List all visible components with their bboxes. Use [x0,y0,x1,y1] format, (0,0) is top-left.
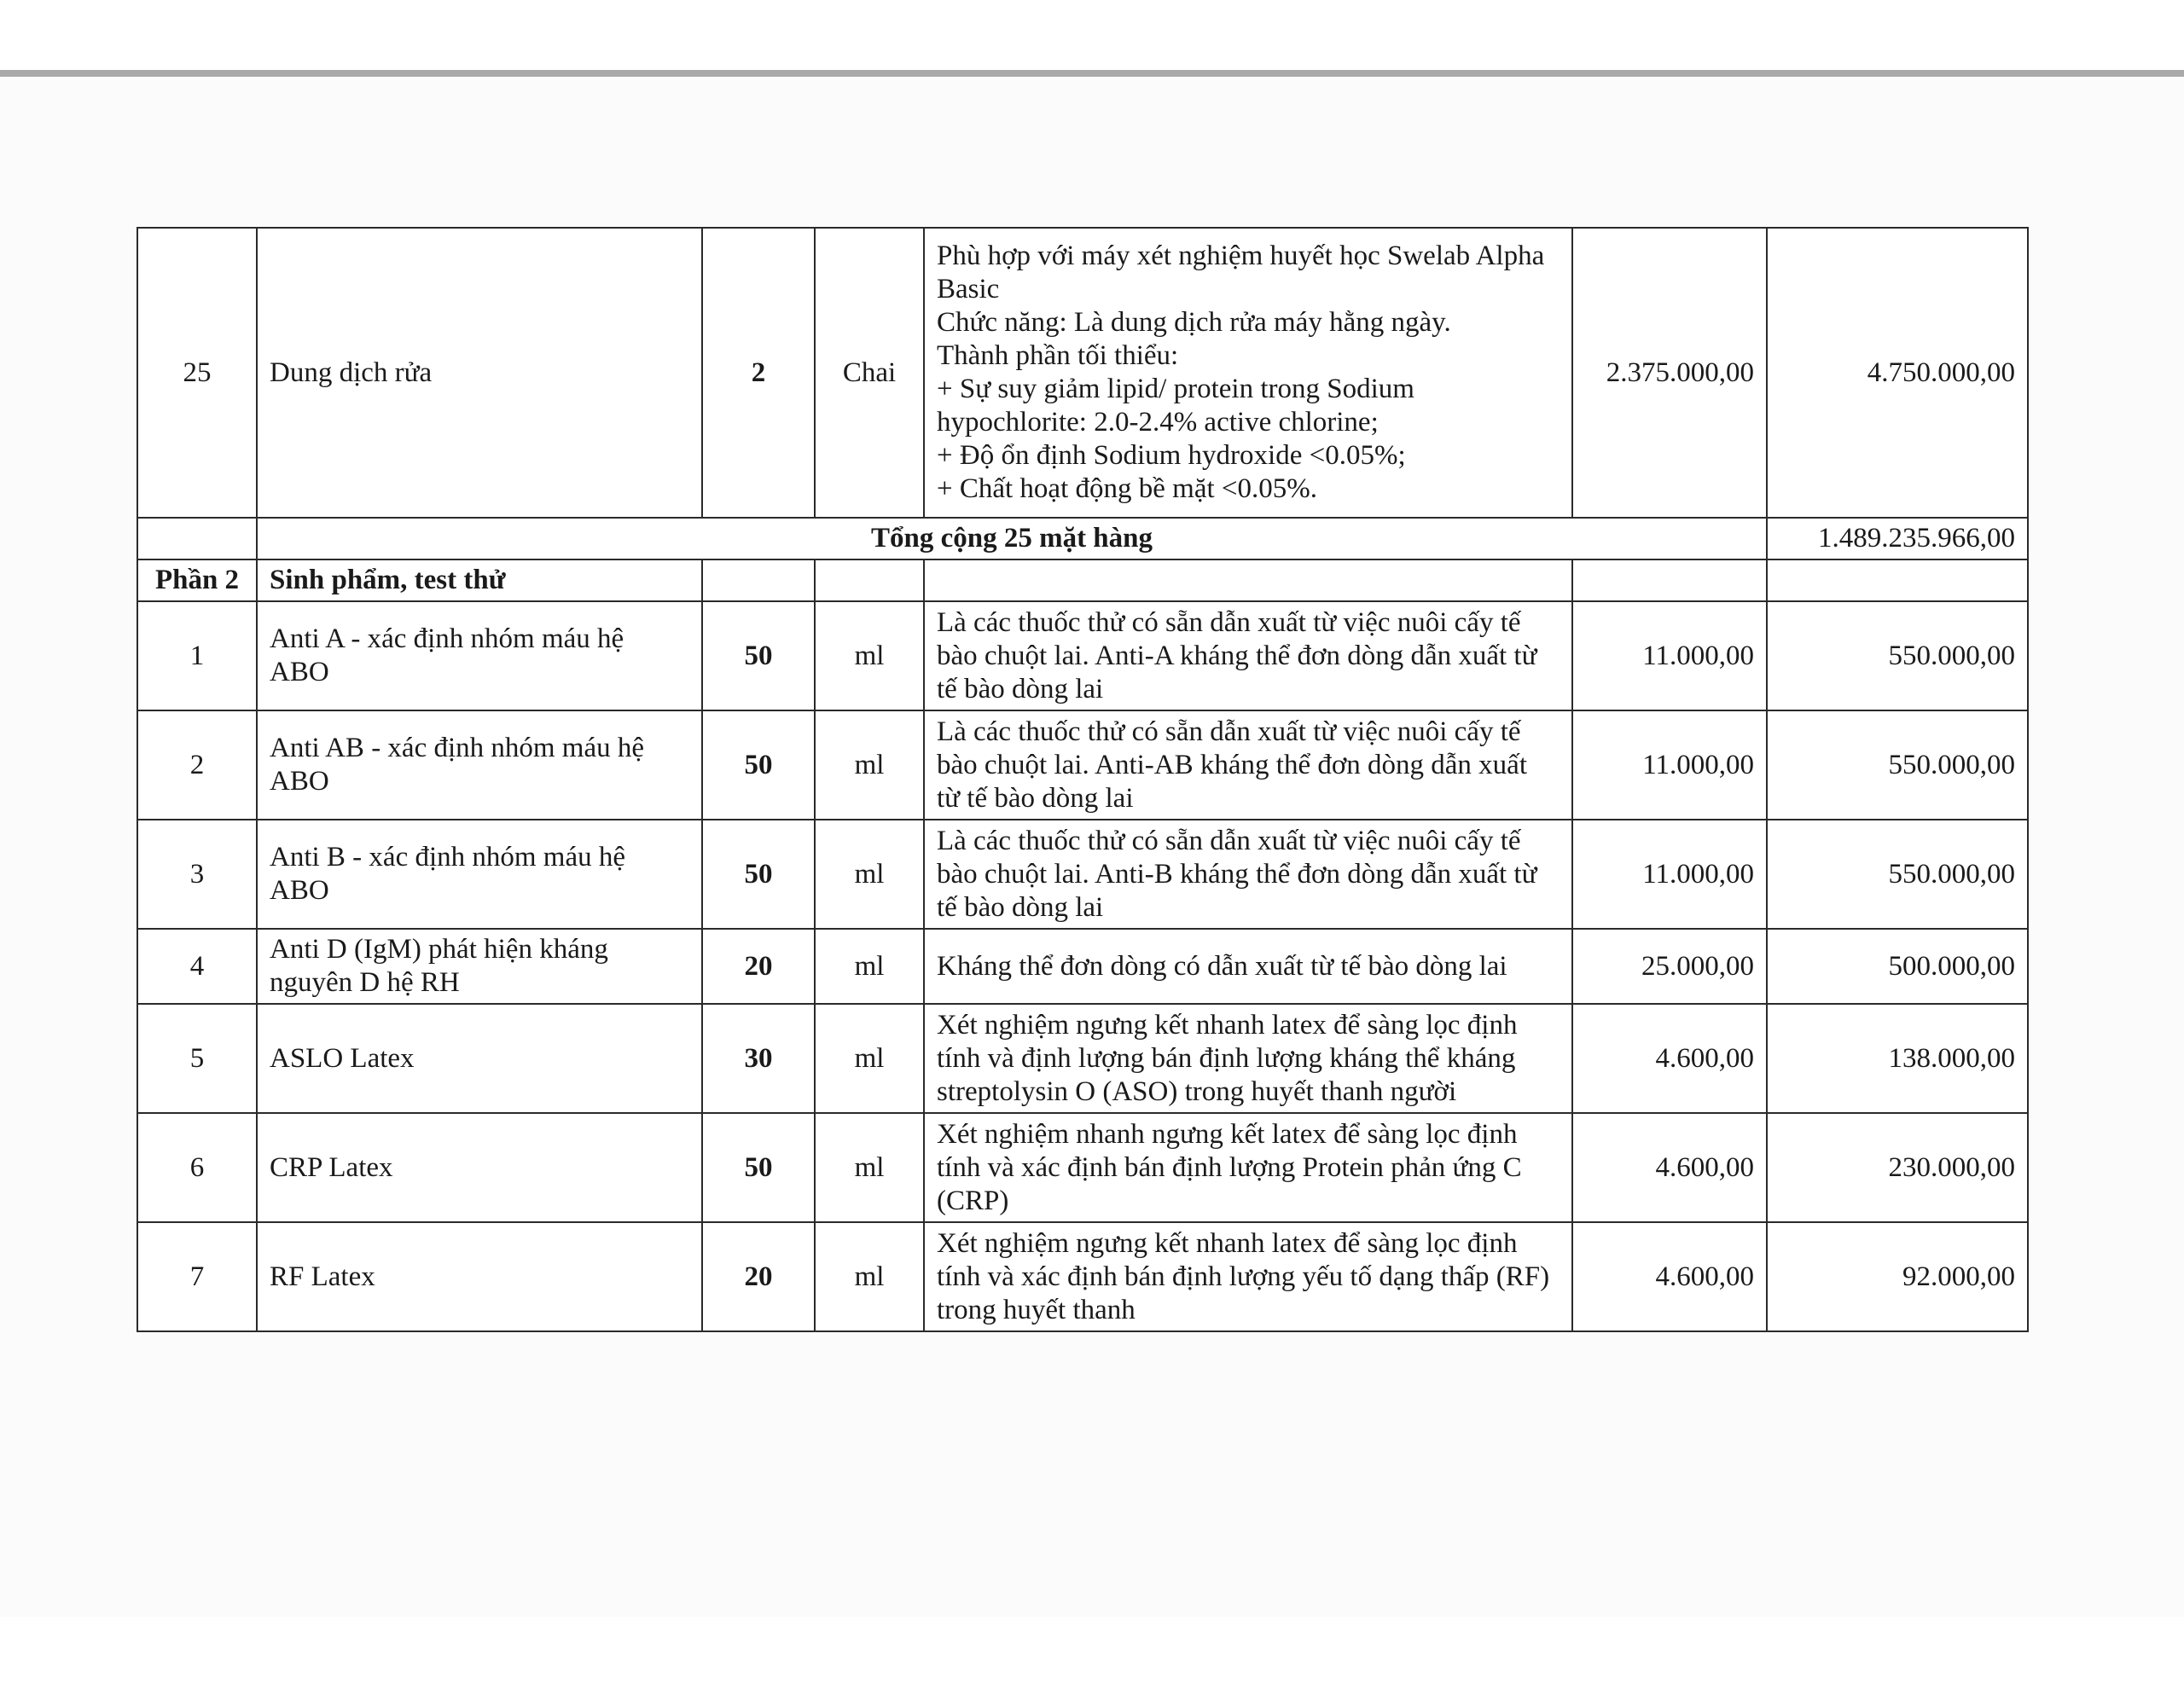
desc-line: trong huyết thanh [937,1294,1136,1325]
row-description [924,820,1572,929]
section-header-row [137,559,2028,601]
name-line: ABO [270,875,329,906]
row-description [924,1222,1572,1331]
desc-line: Là các thuốc thử có sẵn dẫn xuất từ việc nuôi cấy tế [937,825,1521,856]
desc-line: Xét nghiệm ngưng kết nhanh latex để sàng lọc định [937,1227,1518,1259]
desc-line: Chức năng: Là dung dịch rửa máy hằng ngày. [937,307,1451,338]
desc-line: Basic [937,274,1000,304]
row-unit: ml [815,710,924,820]
row-name: Dung dịch rửa [257,228,702,518]
row-unit: ml [815,1113,924,1222]
row-unit-price: 4.600,00 [1572,1222,1767,1331]
row-unit-price: 4.600,00 [1572,1113,1767,1222]
row-name [257,1004,702,1113]
desc-line: tính và xác định bán định lượng yếu tố dạng thấp (RF) [937,1261,1550,1292]
row-unit: ml [815,820,924,929]
row-total: 138.000,00 [1767,1004,2028,1113]
name-line: Anti D (IgM) phát hiện kháng [270,934,608,965]
empty-cell [702,559,815,601]
desc-line: tính và xác định bán định lượng Protein phản ứng C [937,1151,1522,1183]
row-name [257,710,702,820]
grand-total-value: 1.489.235.966,00 [1767,518,2028,559]
page-bottom-margin [0,1617,2184,1687]
empty-cell [924,559,1572,601]
row-qty: 50 [702,1113,815,1222]
grand-total-label: Tổng cộng 25 mặt hàng [257,518,1767,559]
row-total: 92.000,00 [1767,1222,2028,1331]
name-line: ABO [270,766,329,797]
desc-line: Kháng thể đơn dòng có dẫn xuất từ tế bào dòng lai [937,950,1507,982]
desc-line: hypochlorite: 2.0-2.4% active chlorine; [937,407,1379,438]
table-row [137,1222,2028,1331]
row-total: 550.000,00 [1767,601,2028,710]
empty-cell [1572,559,1767,601]
desc-line: Là các thuốc thử có sẵn dẫn xuất từ việc nuôi cấy tế [937,606,1521,638]
row-total: 550.000,00 [1767,710,2028,820]
row-description [924,1004,1572,1113]
row-stt: 25 [137,228,257,518]
row-qty: 20 [702,1222,815,1331]
row-name [257,820,702,929]
row-unit: Chai [815,228,924,518]
row-unit-price: 4.600,00 [1572,1004,1767,1113]
row-stt: 7 [137,1222,257,1331]
name-line: Anti B - xác định nhóm máu hệ [270,842,626,872]
row-stt: 4 [137,929,257,1004]
name-line: RF Latex [270,1261,375,1292]
row-qty: 50 [702,820,815,929]
row-description [924,1113,1572,1222]
scan-edge [0,70,2184,77]
row-unit: ml [815,929,924,1004]
empty-cell [815,559,924,601]
row-name [257,601,702,710]
name-line: ASLO Latex [270,1042,415,1074]
row-name [257,929,702,1004]
desc-line: Là các thuốc thử có sẵn dẫn xuất từ việc nuôi cấy tế [937,716,1521,747]
name-line: Anti A - xác định nhóm máu hệ [270,623,624,654]
desc-line: bào chuột lai. Anti-B kháng thể đơn dòng dẫn xuất từ [937,858,1537,890]
row-unit: ml [815,601,924,710]
desc-line: + Sự suy giảm lipid/ protein trong Sodium [937,374,1414,404]
section-title: Sinh phẩm, test thử [257,559,702,601]
row-stt: 5 [137,1004,257,1113]
desc-line: streptolysin O (ASO) trong huyết thanh người [937,1075,1457,1107]
row-name [257,1113,702,1222]
desc-line: bào chuột lai. Anti-A kháng thể đơn dòng dẫn xuất từ [937,640,1537,671]
desc-line: tế bào dòng lai [937,891,1104,923]
name-line: nguyên D hệ RH [270,967,460,998]
row-unit-price: 11.000,00 [1572,820,1767,929]
row-description [924,601,1572,710]
row-qty: 20 [702,929,815,1004]
desc-line: tính và định lượng bán định lượng kháng thể kháng [937,1042,1516,1074]
table-row [137,228,2028,518]
empty-cell [1767,559,2028,601]
table-row [137,929,2028,1004]
table-row [137,710,2028,820]
row-qty: 50 [702,601,815,710]
desc-line: Phù hợp với máy xét nghiệm huyết học Swelab Alpha [937,241,1545,271]
row-description [924,929,1572,1004]
row-total: 550.000,00 [1767,820,2028,929]
row-qty: 2 [702,228,815,518]
row-stt: 3 [137,820,257,929]
desc-line: bào chuột lai. Anti-AB kháng thể đơn dòng dẫn xuất [937,749,1528,780]
desc-line: tế bào dòng lai [937,673,1104,704]
row-unit-price: 25.000,00 [1572,929,1767,1004]
table-row [137,601,2028,710]
items-table-body [137,228,2028,1331]
row-unit: ml [815,1222,924,1331]
name-line: ABO [270,657,329,687]
row-total: 4.750.000,00 [1767,228,2028,518]
row-stt: 1 [137,601,257,710]
row-description [924,710,1572,820]
row-unit-price: 2.375.000,00 [1572,228,1767,518]
row-unit-price: 11.000,00 [1572,601,1767,710]
section-code: Phần 2 [137,559,257,601]
row-name [257,1222,702,1331]
row-description [924,228,1572,518]
table-row [137,1113,2028,1222]
desc-line: Xét nghiệm ngưng kết nhanh latex để sàng lọc định [937,1009,1518,1041]
row-total: 500.000,00 [1767,929,2028,1004]
row-stt: 6 [137,1113,257,1222]
desc-line: + Chất hoạt động bề mặt <0.05%. [937,473,1317,504]
desc-line: Thành phần tối thiểu: [937,340,1179,371]
row-total: 230.000,00 [1767,1113,2028,1222]
grand-total-row [137,518,2028,559]
grand-total-blank [137,518,257,559]
desc-line: từ tế bào dòng lai [937,782,1134,814]
row-qty: 30 [702,1004,815,1113]
name-line: CRP Latex [270,1151,393,1183]
name-line: Anti AB - xác định nhóm máu hệ [270,733,645,763]
row-unit-price: 11.000,00 [1572,710,1767,820]
table-row [137,1004,2028,1113]
row-qty: 50 [702,710,815,820]
row-unit: ml [815,1004,924,1113]
table-row [137,820,2028,929]
desc-line: (CRP) [937,1185,1009,1216]
desc-line: Xét nghiệm nhanh ngưng kết latex để sàng lọc định [937,1118,1518,1150]
row-stt: 2 [137,710,257,820]
desc-line: + Độ ổn định Sodium hydroxide <0.05%; [937,440,1406,471]
items-table [136,227,2029,1332]
